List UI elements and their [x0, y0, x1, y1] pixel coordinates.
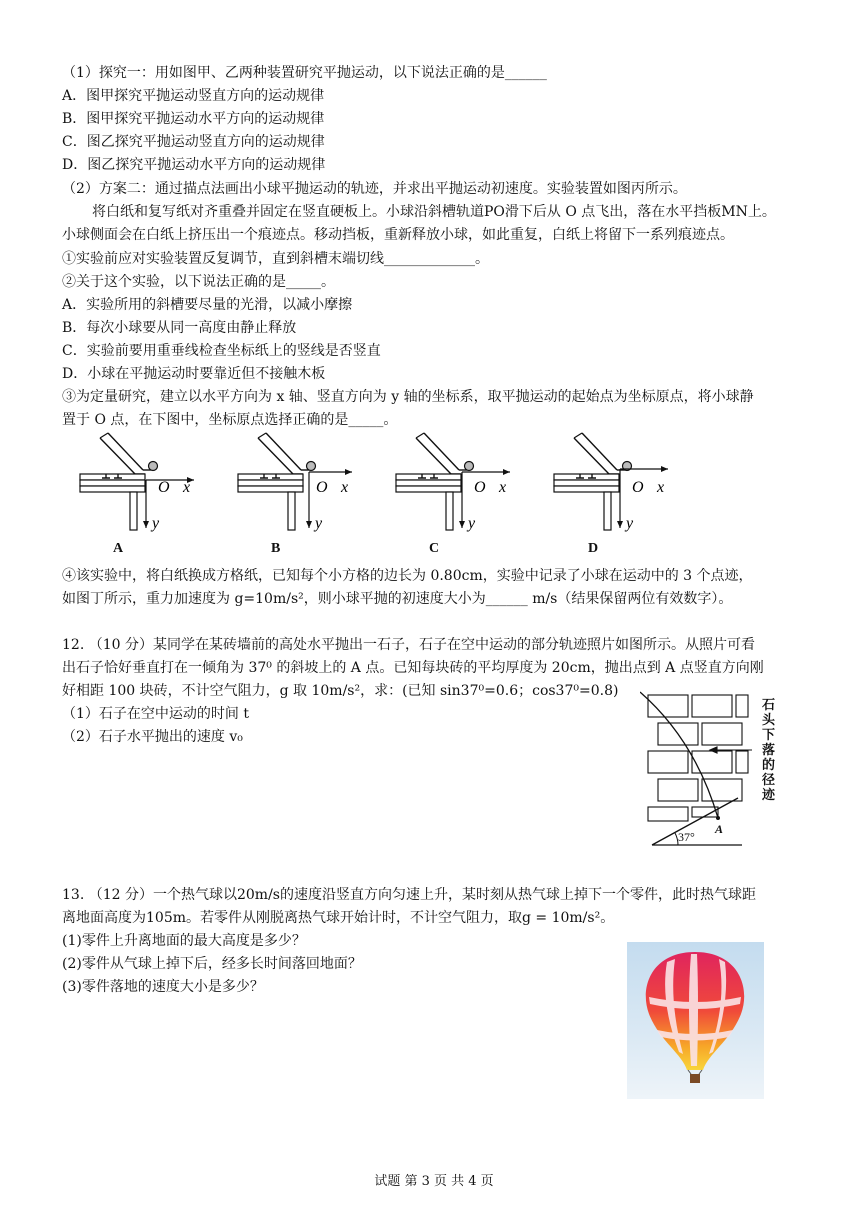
q13-line1: 13. （12 分）一个热气球以20m/s的速度沿竖直方向匀速上升，某时刻从热气球上掉下一个零件，此时热气球距: [62, 887, 756, 903]
q11-step4-line2: 如图丁所示，重力加速度为 g=10m/s²，则小球平抛的初速度大小为______ m/s（结果保留两位有效数字）。: [62, 591, 733, 607]
x-axis-label: x: [657, 479, 665, 496]
q11-step2-option-d: D．小球在平抛运动时要靠近但不接触木板: [62, 366, 326, 382]
y-axis-label: y: [468, 515, 476, 532]
q11-step2-option-a: A．实验所用的斜槽要尽量的光滑，以减小摩擦: [62, 297, 353, 313]
point-a-label: A: [715, 822, 724, 836]
figure-label-a: A: [113, 541, 124, 556]
q13-question3: (3)零件落地的速度大小是多少？: [62, 979, 264, 995]
figure-label-b: B: [271, 541, 281, 556]
q12-question1: （1）石子在空中运动的时间 t: [62, 706, 249, 722]
q11-option-a: A．图甲探究平抛运动竖直方向的运动规律: [62, 88, 325, 104]
brick-wall-figure: [640, 690, 790, 850]
trajectory-caption: 石头下落的径迹: [762, 698, 776, 803]
q13-question1: (1)零件上升离地面的最大高度是多少？: [62, 933, 306, 949]
x-axis-label: x: [183, 479, 191, 496]
q11-step1: ①实验前应对实验装置反复调节，直到斜槽末端切线_____________。: [62, 251, 489, 267]
q12-line1: 12. （10 分）某同学在某砖墙前的高处水平抛出一石子，石子在空中运动的部分轨迹照片如图所示。从照片可看: [62, 637, 755, 653]
origin-label: O: [158, 479, 170, 496]
q11-option-d: D．图乙探究平抛运动水平方向的运动规律: [62, 157, 326, 173]
y-axis-label: y: [315, 515, 323, 532]
y-axis-label: y: [626, 515, 634, 532]
slope-angle-label: 37°: [678, 830, 695, 844]
figure-label-c: C: [429, 541, 440, 556]
x-arrow-icon: [345, 469, 352, 475]
origin-label: O: [474, 479, 486, 496]
q12-question2: （2）石子水平抛出的速度 v₀: [62, 729, 243, 745]
q11-step2: ②关于这个实验，以下说法正确的是_____。: [62, 274, 335, 290]
q11-step3-line1: ③为定量研究，建立以水平方向为 x 轴、竖直方向为 y 轴的坐标系，取平抛运动的起始点为坐标原点，将小球静: [62, 389, 754, 405]
y-arrow-icon: [617, 521, 623, 528]
q13-line2: 离地面高度为105m。若零件从刚脱离热气球开始计时，不计空气阻力，取g = 10m/s²。: [62, 910, 615, 926]
hot-air-balloon-photo: [627, 942, 764, 1099]
q11-part1: （1）探究一：用如图甲、乙两种装置研究平抛运动，以下说法正确的是______: [62, 65, 547, 81]
y-arrow-icon: [143, 521, 149, 528]
q11-step2-option-b: B．每次小球要从同一高度由静止释放: [62, 320, 297, 336]
apparatus-a: [80, 433, 194, 532]
figure-label-d: D: [588, 541, 599, 556]
q11-part2-desc2: 小球侧面会在白纸上挤压出一个痕迹点。移动挡板，重新释放小球，如此重复，白纸上将留下一系列痕迹点。: [62, 227, 734, 243]
origin-label: O: [316, 479, 328, 496]
x-arrow-icon: [503, 469, 510, 475]
apparatus-d: [554, 433, 668, 532]
origin-label: O: [632, 479, 644, 496]
q12-line3: 好相距 100 块砖，不计空气阻力，g 取 10m/s²，求：(已知 sin37⁰=0.6；cos37⁰=0.8): [62, 683, 619, 699]
y-arrow-icon: [459, 521, 465, 528]
q11-step2-option-c: C．实验前要用重垂线检查坐标纸上的竖线是否竖直: [62, 343, 381, 359]
q11-option-b: B．图甲探究平抛运动水平方向的运动规律: [62, 111, 325, 127]
y-arrow-icon: [306, 521, 312, 528]
y-axis-label: y: [152, 515, 160, 532]
q11-part2-desc1: 将白纸和复写纸对齐重叠并固定在竖直硬板上。小球沿斜槽轨道PO滑下后从 O 点飞出，落在水平挡板MN上。: [92, 204, 776, 220]
q11-step3-line2: 置于 O 点，在下图中，坐标原点选择正确的是_____。: [62, 412, 398, 428]
q12-line2: 出石子恰好垂直打在一倾角为 37⁰ 的斜坡上的 A 点。已知每块砖的平均厚度为 20cm，抛出点到 A 点竖直方向刚: [62, 660, 764, 676]
x-axis-label: x: [341, 479, 349, 496]
apparatus-b: [238, 433, 352, 532]
q11-option-c: C．图乙探究平抛运动竖直方向的运动规律: [62, 134, 325, 150]
x-arrow-icon: [661, 466, 668, 472]
q11-part2: （2）方案二：通过描点法画出小球平抛运动的轨迹，并求出平抛运动初速度。实验装置如图丙所示。: [62, 181, 687, 197]
x-axis-label: x: [499, 479, 507, 496]
apparatus-c: [396, 433, 510, 532]
q11-step4-line1: ④该实验中，将白纸换成方格纸，已知每个小方格的边长为 0.80cm，实验中记录了小球在运动中的 3 个点迹，: [62, 568, 753, 584]
q13-question2: (2)零件从气球上掉下后，经多长时间落回地面？: [62, 956, 362, 972]
page-footer: 试题 第 3 页 共 4 页: [374, 1174, 494, 1189]
